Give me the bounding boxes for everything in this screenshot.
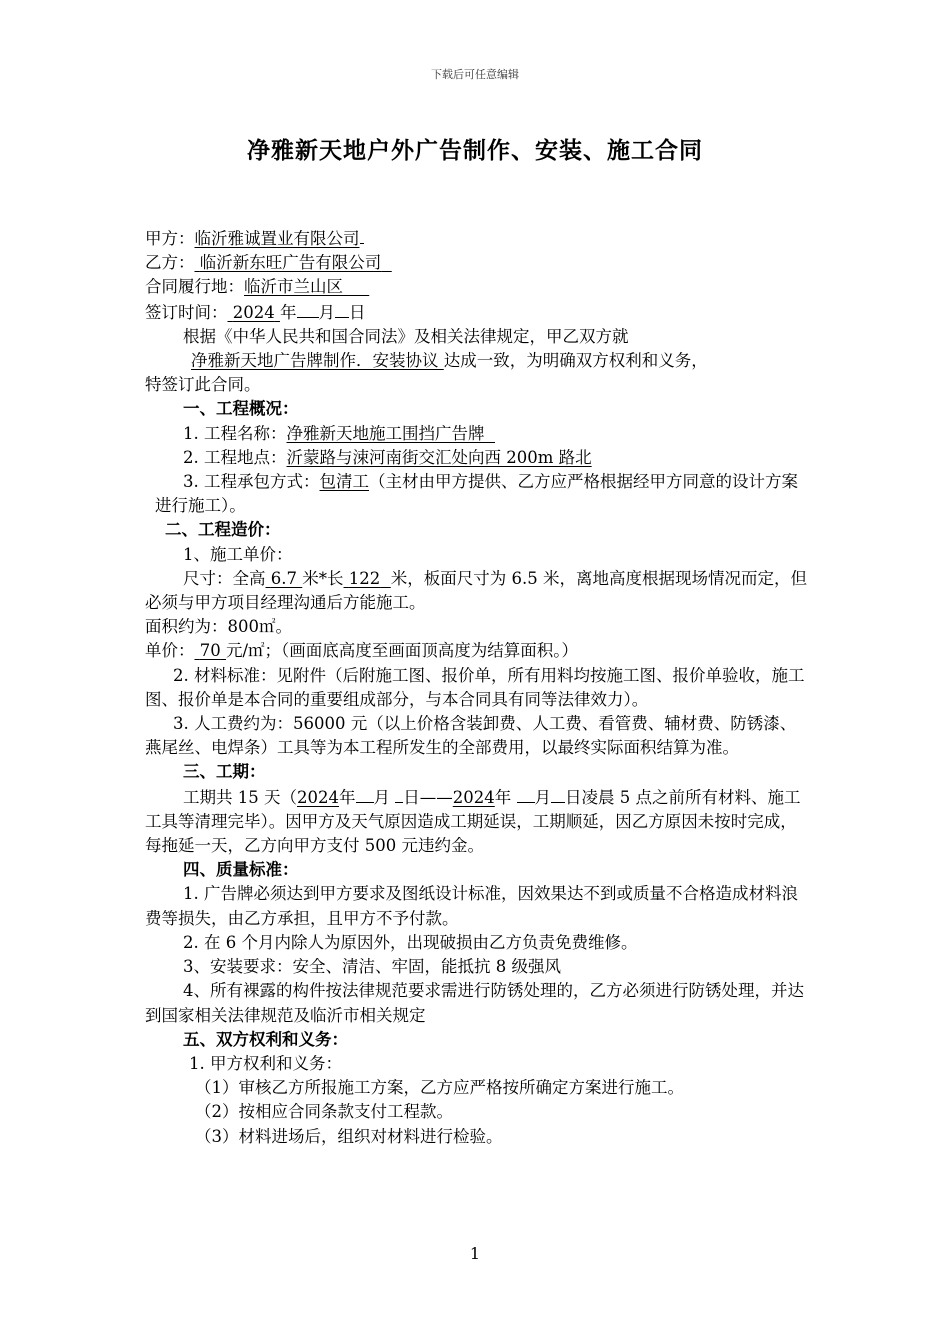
material-standard: 2. 材料标准：见附件（后附施工图、报价单，所有用料均按施工图、报价单验收，施工图、报价单是本合同的重要组成部分，与本合同具有同等法律效力）。	[145, 665, 805, 709]
sign-year: 2024	[232, 302, 275, 322]
quality-item-4: 4、所有裸露的构件按法律规范要求需进行防锈处理的，乙方必须进行防锈处理，并达到国家相关法律规范及临沂市相关规定	[145, 981, 804, 1025]
month-char: 月	[318, 302, 335, 322]
place-line	[145, 275, 809, 299]
project-name: 1. 工程名称：净雅新天地施工围挡广告牌	[145, 422, 809, 446]
blank	[335, 300, 349, 318]
sign-time-line	[145, 300, 809, 325]
blank	[517, 785, 535, 803]
place-label: 合同履行地：	[145, 277, 244, 297]
blank	[360, 226, 364, 244]
year-char: 年	[280, 302, 297, 322]
quality-item-1: 1. 广告牌必须达到甲方要求及图纸设计标准，因效果达不到或质量不合格造成材料浪费等损失，由乙方承担，且甲方不予付款。	[145, 884, 798, 928]
intro-line-1: 根据《中华人民共和国合同法》及相关法律规定，甲乙双方就	[183, 326, 629, 346]
section-2-heading: 二、工程造价：	[165, 520, 281, 540]
party-a-line	[145, 226, 809, 251]
agreement-name: 净雅新天地广告牌制作．安装协议	[191, 351, 439, 371]
price-value: 70	[199, 641, 221, 661]
duty-item-1: （1）审核乙方所报施工方案，乙方应严格按所确定方案进行施工。	[195, 1078, 684, 1098]
section-3-heading: 三、工期：	[183, 762, 266, 782]
party-b-line	[145, 251, 809, 275]
area-line: 面积约为：800㎡。	[145, 617, 292, 637]
quality-item-3: 3、安装要求：安全、清洁、牢固，能抵抗 8 级强风	[183, 957, 561, 977]
intro-text: 达成一致，为明确双方权利和义务，	[443, 351, 708, 371]
party-a-value: 临沂雅诚置业有限公司	[194, 229, 360, 248]
intro-line-2	[145, 349, 809, 373]
unit-price-heading: 1、施工单价：	[183, 544, 293, 564]
contract-mode-value: 包清工	[319, 472, 369, 492]
day-char: 日	[349, 302, 366, 322]
header-note: 下载后可任意编辑	[431, 68, 519, 81]
project-location-value: 沂蒙路与涑河南街交汇处向西 200m 路北	[286, 447, 592, 467]
section-5-heading: 五、双方权利和义务：	[183, 1029, 348, 1049]
duty-item-3: （3）材料进场后，组织对材料进行检验。	[195, 1126, 503, 1146]
contract-mode: 3. 工程承包方式：包清工（主材由甲方提供、乙方应严格根据经甲方同意的设计方案进行施工）。	[155, 472, 798, 516]
page-number: 1	[469, 1244, 481, 1263]
length-value: 122	[348, 568, 381, 588]
start-year: 2024	[297, 787, 339, 807]
duration-paragraph: 工期共 15 天（2024年 月 日——2024年 月 日凌晨 5 点之前所有材料、施工工具等清理完毕）。因甲方及天气原因造成工期延误，工期顺延，因乙方原因未按时完成，每拖延一天，乙方向甲方支付 500 元违约金。	[145, 785, 809, 859]
project-location: 2. 工程地点：沂蒙路与涑河南街交汇处向西 200m 路北	[183, 447, 592, 467]
duty-item-2: （2）按相应合同条款支付工程款。	[195, 1102, 453, 1122]
contract-body	[145, 226, 809, 1149]
party-b-label: 乙方：	[145, 253, 195, 273]
party-b-value: 临沂新东旺广告有限公司	[199, 253, 382, 273]
end-year: 2024	[452, 787, 495, 807]
section-1-heading: 一、工程概况：	[183, 399, 299, 419]
project-name-value: 净雅新天地施工围挡广告牌	[286, 423, 485, 443]
section-4-heading: 四、质量标准：	[183, 860, 299, 880]
size-paragraph: 尺寸：全高 6.7 米*长 122 米，板面尺寸为 6.5 米，离地高度根据现场情况而定，但必须与甲方项目经理沟通后方能施工。	[145, 568, 807, 613]
blank	[356, 785, 374, 803]
party-a-label: 甲方：	[145, 229, 195, 248]
intro-line-3: 特签订此合同。	[145, 375, 261, 395]
blank	[551, 785, 565, 803]
contract-title: 净雅新天地户外广告制作、安装、施工合同	[247, 137, 703, 164]
place-value: 临沂市兰山区	[244, 277, 343, 297]
party-a-duties-heading: 1. 甲方权利和义务：	[189, 1053, 342, 1073]
labor-cost: 3. 人工费约为：56000 元（以上价格含装卸费、人工费、看管费、辅材费、防锈漆、燕尾丝、电焊条）工具等为本工程所发生的全部费用，以最终实际面积结算为准。	[145, 714, 797, 758]
blank	[297, 300, 319, 318]
sign-time-label: 签订时间：	[145, 302, 228, 322]
height-value: 6.7	[270, 568, 297, 588]
price-line: 单价： 70 元/㎡；（画面底高度至画面顶高度为结算面积。）	[145, 641, 579, 661]
quality-item-2: 2. 在 6 个月内除人为原因外，出现破损由乙方负责免费维修。	[183, 932, 638, 952]
